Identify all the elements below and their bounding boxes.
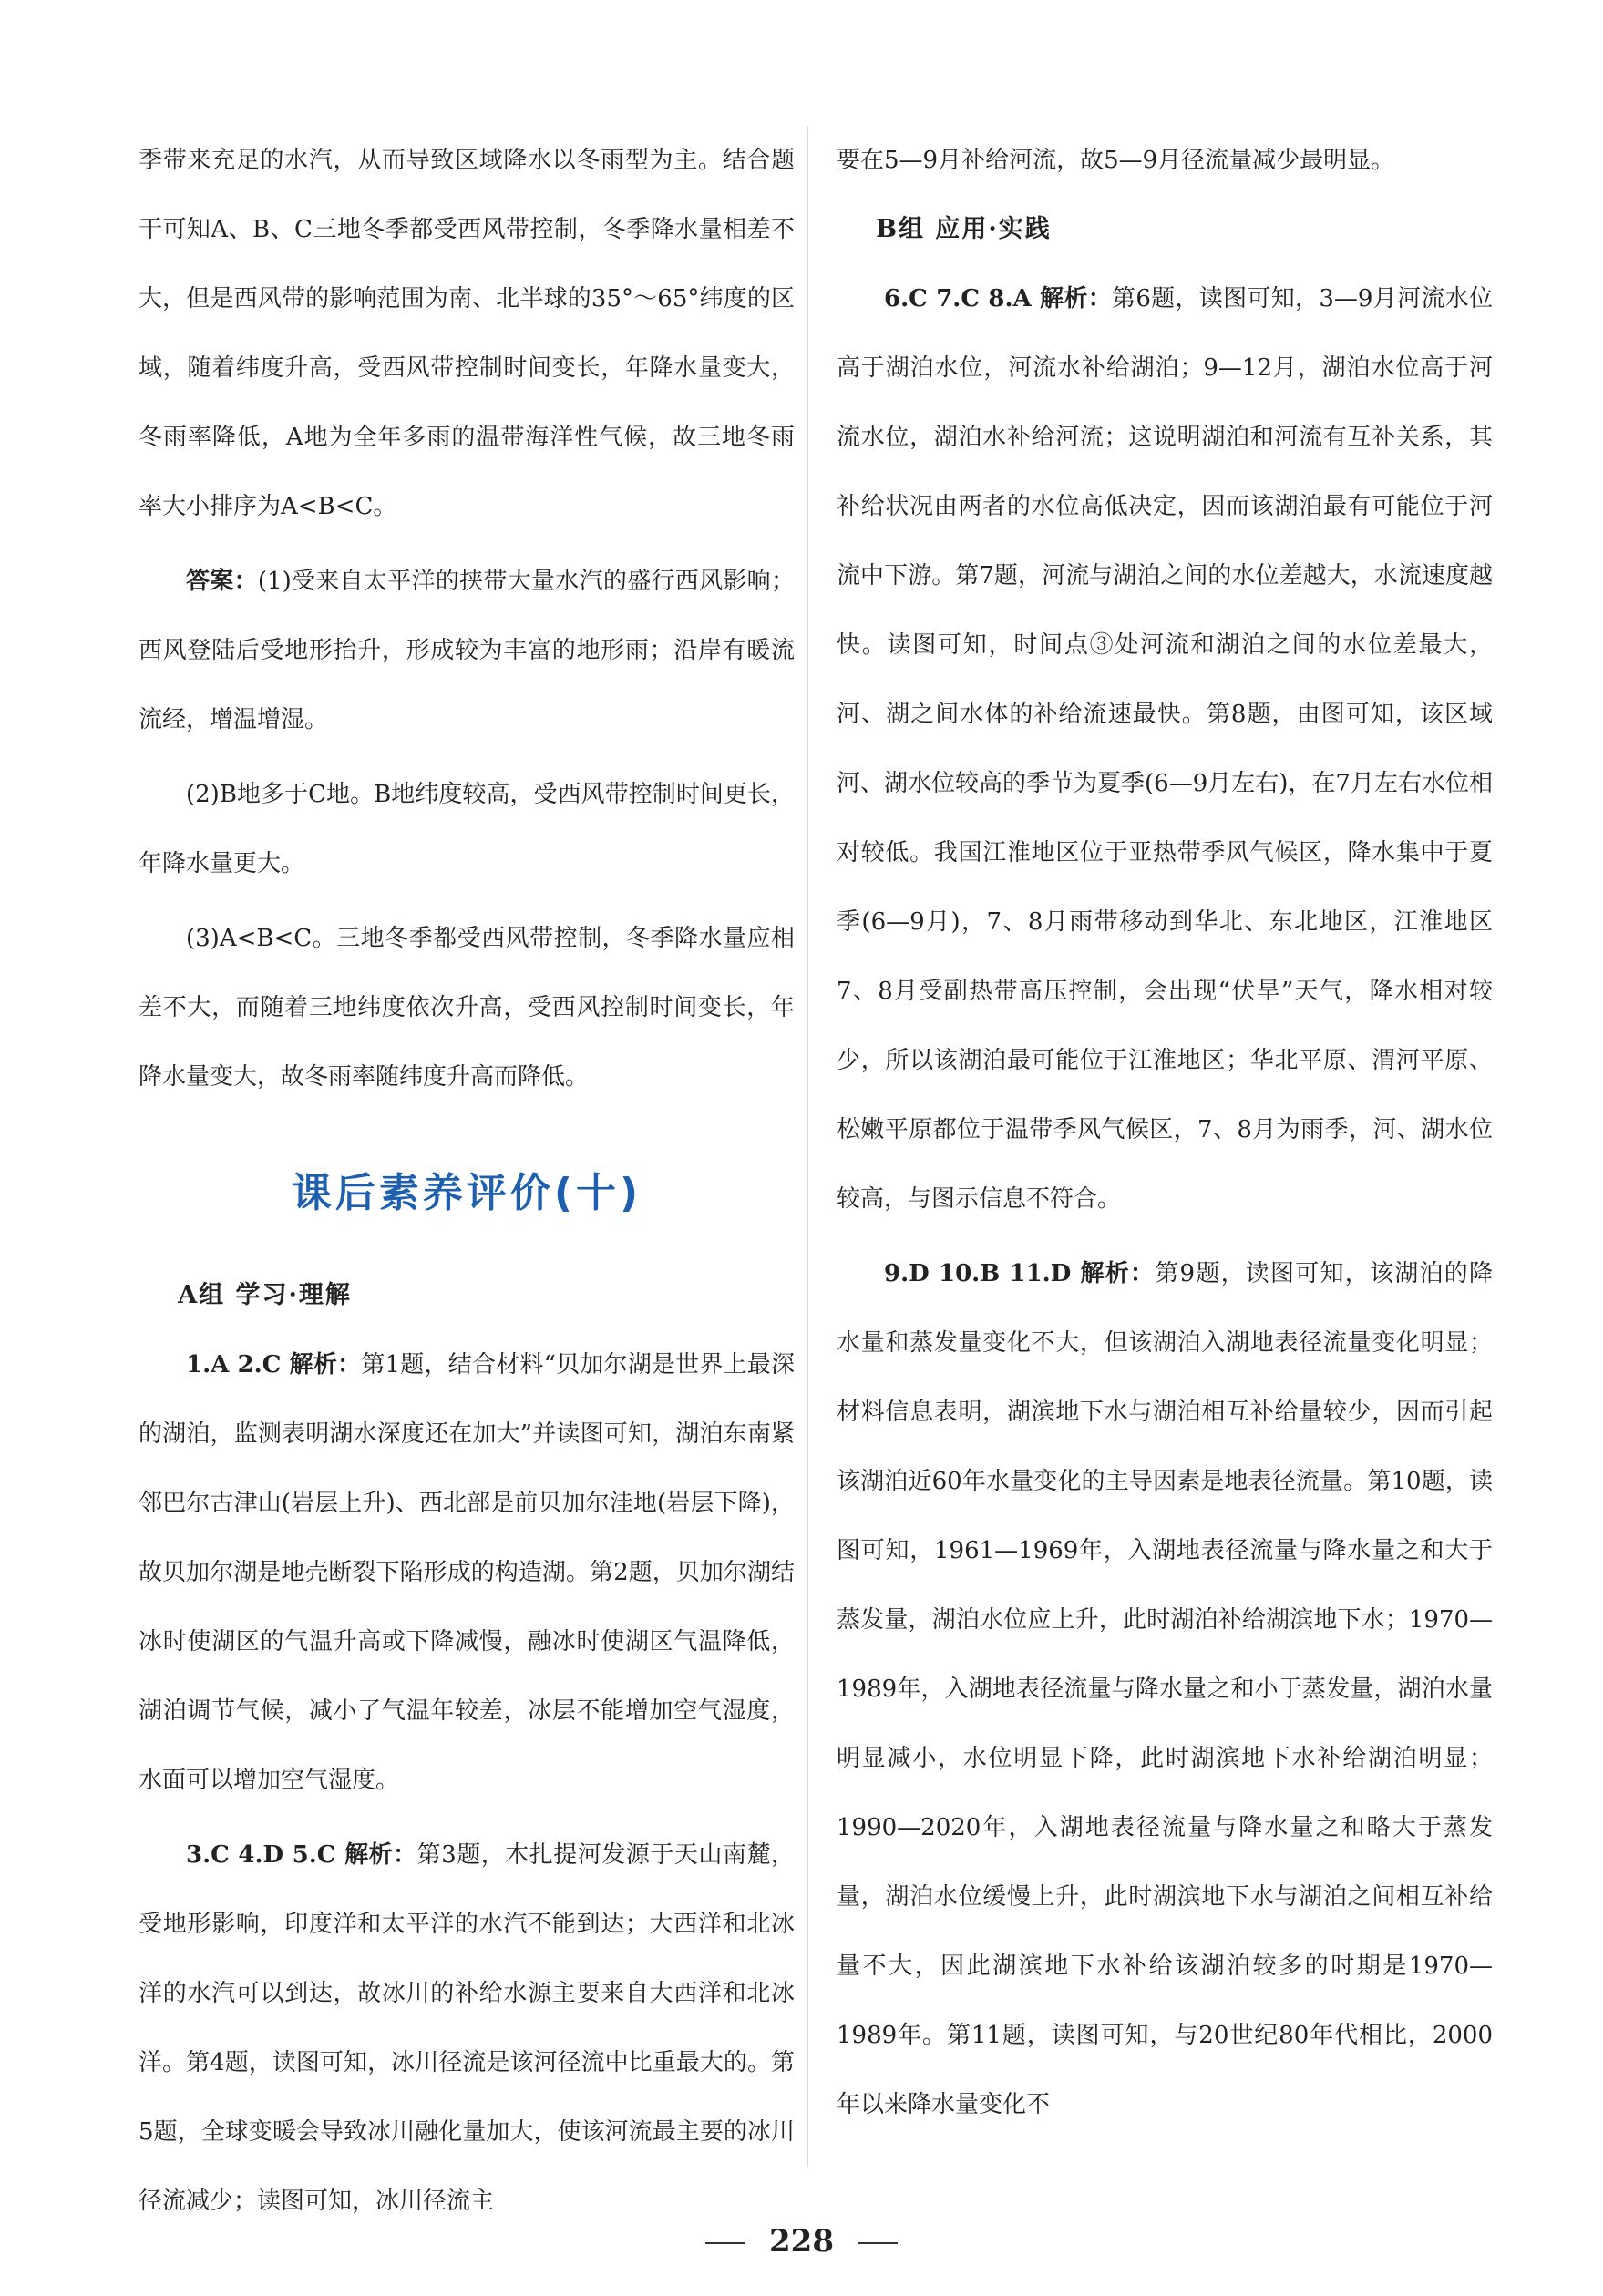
footer-dash-left [705,2242,745,2244]
q12-explanation: 第1题，结合材料“贝加尔湖是世界上最深的湖泊，监测表明湖水深度还在加大”并读图可知，湖泊东南紧邻巴尔古津山(岩层上升)、西北部是前贝加尔洼地(岩层下降)，故贝加尔湖是地壳断裂下陷形成的构造湖。第2题，贝加尔湖结冰时使湖区的气温升高或下降减慢，融冰时使湖区气温降低，湖泊调节气候，减小了气温年较差，冰层不能增加空气湿度，水面可以增加空气湿度。 [139,1351,795,1794]
question-9-10-11 [837,1239,1493,2139]
q91011-explanation: 第9题，读图可知，该湖泊的降水量和蒸发量变化不大，但该湖泊入湖地表径流量变化明显；材料信息表明，湖滨地下水与湖泊相互补给量较少，因而引起该湖泊近60年水量变化的主导因素是地表径流量。第10题，读图可知，1961—1969年，入湖地表径流量与降水量之和大于蒸发量，湖泊水位应上升，此时湖泊补给湖滨地下水；1970—1989年，入湖地表径流量与降水量之和小于蒸发量，湖泊水量明显减小，水位明显下降，此时湖滨地下水补给湖泊明显；1990—2020年，入湖地表径流量与降水量之和略大于蒸发量，湖泊水位缓慢上升，此时湖滨地下水与湖泊之间相互补给量不大，因此湖滨地下水补给该湖泊较多的时期是1970—1989年。第11题，读图可知，与20世纪80年代相比，2000年以来降水量变化不 [837,1260,1493,2118]
footer-dash-right [858,2242,898,2244]
question-3-4-5 [139,1820,795,2236]
question-1-2 [139,1330,795,1815]
group-a-heading: A组 学习·理解 [178,1281,352,1309]
paragraph-continuation-right: 要在5—9月补给河流，故5—9月径流量减少最明显。 [837,147,1395,174]
column-divider [807,126,808,2167]
q678-answers: 6.C 7.C 8.A 解析： [884,285,1113,313]
page-footer [0,2223,1603,2260]
answer-text-1: (1)受来自太平洋的挟带大量水汽的盛行西风影响；西风登陆后受地形抬升，形成较为丰富的地形雨；沿岸有暖流流经，增温增湿。 [139,568,795,733]
q345-explanation: 第3题，木扎提河发源于天山南麓，受地形影响，印度洋和太平洋的水汽不能到达；大西洋和北冰洋的水汽可以到达，故冰川的补给水源主要来自大西洋和北冰洋。第4题，读图可知，冰川径流是该河径流中比重最大的。第5题，全球变暖会导致冰川融化量加大，使该河流最主要的冰川径流减少；读图可知，冰川径流主 [139,1841,795,2215]
answer-paragraph-2: (2)B地多于C地。B地纬度较高，受西风带控制时间更长，年降水量更大。 [139,781,795,877]
answer-paragraph-3: (3)A<B<C。三地冬季都受西风带控制，冬季降水量应相差不大，而随着三地纬度依次升高，受西风控制时间变长，年降水量变大，故冬雨率随纬度升高而降低。 [139,925,795,1091]
q91011-answers: 9.D 10.B 11.D 解析： [884,1260,1156,1287]
page-number: 228 [769,2223,834,2260]
q12-answers: 1.A 2.C 解析： [186,1351,362,1379]
right-column [837,126,1493,2139]
question-6-7-8 [837,264,1493,1234]
section-title: 课后素养评价(十) [291,1170,642,1216]
paragraph-continuation: 季带来充足的水汽，从而导致区域降水以冬雨型为主。结合题干可知A、B、C三地冬季都受西风带控制，冬季降水量相差不大，但是西风带的影响范围为南、北半球的35°～65°纬度的区域，随着纬度升高，受西风带控制时间变长，年降水量变大，冬雨率降低，A地为全年多雨的温带海洋性气候，故三地冬雨率大小排序为A<B<C。 [139,147,795,520]
left-column [139,126,795,2236]
answer-paragraph-1 [139,547,795,754]
q678-explanation: 第6题，读图可知，3—9月河流水位高于湖泊水位，河流水补给湖泊；9—12月，湖泊水位高于河流水位，湖泊水补给河流；这说明湖泊和河流有互补关系，其补给状况由两者的水位高低决定，因而该湖泊最有可能位于河流中下游。第7题，河流与湖泊之间的水位差越大，水流速度越快。读图可知，时间点③处河流和湖泊之间的水位差最大，河、湖之间水体的补给流速最快。第8题，由图可知，该区域河、湖水位较高的季节为夏季(6—9月左右)，在7月左右水位相对较低。我国江淮地区位于亚热带季风气候区，降水集中于夏季(6—9月)，7、8月雨带移动到华北、东北地区，江淮地区7、8月受副热带高压控制，会出现“伏旱”天气，降水相对较少，所以该湖泊最可能位于江淮地区；华北平原、渭河平原、松嫩平原都位于温带季风气候区，7、8月为雨季，河、湖水位较高，与图示信息不符合。 [837,285,1493,1213]
group-b-heading: B组 应用·实践 [876,215,1052,243]
q345-answers: 3.C 4.D 5.C 解析： [186,1841,417,1869]
answer-label: 答案： [186,568,258,595]
